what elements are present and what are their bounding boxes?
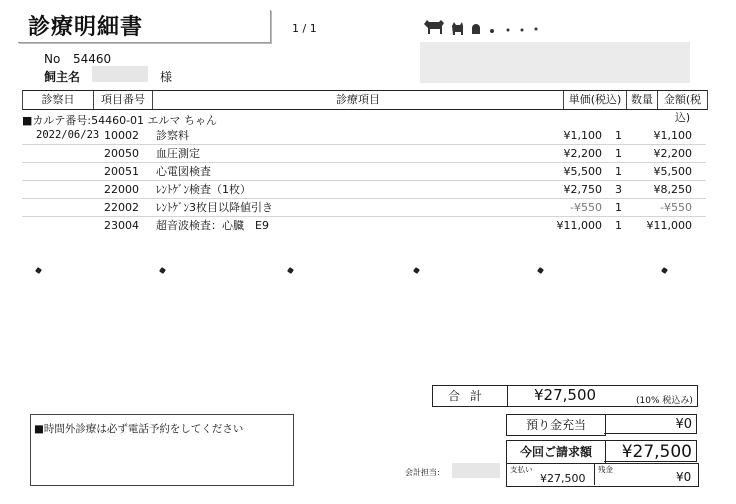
document-title: 診療明細書 (18, 10, 271, 43)
table-row (22, 217, 706, 234)
row-unit-price: ¥2,200 (563, 147, 602, 160)
request-amount: ¥27,500 (604, 440, 697, 462)
row-quantity: 1 (615, 129, 622, 142)
row-marker-dot (413, 267, 420, 274)
row-code: 20051 (104, 165, 139, 178)
change-label: 残金 (598, 465, 613, 474)
karte-number-line: ■カルテ番号:54460-01 エルマ ちゃん (22, 114, 218, 127)
row-marker-dot (537, 267, 544, 274)
row-quantity: 1 (615, 147, 622, 160)
total-label: 合計 (432, 385, 508, 407)
row-amount: ¥1,100 (653, 129, 692, 142)
row-unit-price: ¥2,750 (563, 183, 602, 196)
column-code: 項目番号 (94, 91, 153, 109)
record-number-label: No (44, 52, 61, 66)
column-unit-price: 単価(税込) (564, 91, 627, 109)
row-item: 診察料 (156, 129, 189, 142)
request-label: 今回ご請求額 (506, 440, 606, 464)
row-quantity: 1 (615, 201, 622, 214)
table-row (22, 181, 706, 199)
row-quantity: 1 (615, 165, 622, 178)
row-amount: ¥2,200 (653, 147, 692, 160)
row-marker-dot (35, 267, 42, 274)
small-animal-icon (472, 24, 480, 34)
notice-text: ■時間外診療は必ず電話予約をしてください (34, 423, 244, 435)
row-code: 22000 (104, 183, 139, 196)
row-date: 2022/06/23 (36, 129, 100, 141)
table-row (22, 145, 706, 163)
column-quantity: 数量 (627, 91, 658, 109)
row-code: 20050 (104, 147, 139, 160)
advance-label: 預り金充当 (506, 414, 606, 436)
owner-name-redacted (92, 66, 148, 82)
owner-name-label: 飼主名 (44, 70, 81, 84)
row-item: 血圧測定 (156, 147, 200, 160)
row-amount: ¥8,250 (653, 183, 692, 196)
row-unit-price: ¥5,500 (563, 165, 602, 178)
row-code: 10002 (104, 129, 139, 142)
row-quantity: 3 (615, 183, 622, 196)
paw-print-icon (490, 29, 494, 33)
record-number: 54460 (73, 52, 112, 66)
row-item: ﾚﾝﾄｹﾞﾝ3枚目以降値引き (156, 201, 273, 214)
staff-label: 会計担当: (405, 468, 440, 477)
row-item: 心電図検査 (156, 165, 211, 178)
advance-value: ¥0 (604, 414, 697, 434)
row-code: 22002 (104, 201, 139, 214)
table-row (22, 199, 706, 217)
dog-silhouette-icon (424, 20, 444, 34)
owner-honorific: 様 (160, 70, 173, 84)
row-amount: -¥550 (660, 201, 692, 214)
row-item: 超音波検査：心臓 E9 (156, 219, 269, 232)
page-number: 1 / 1 (292, 22, 317, 35)
table-row (22, 127, 706, 145)
row-amount: ¥11,000 (646, 219, 692, 232)
column-item: 診療項目 (153, 91, 564, 109)
change-amount: ¥0 (676, 470, 692, 484)
row-marker-dot (287, 267, 294, 274)
paid-amount: ¥27,500 (540, 472, 586, 485)
line-items (22, 127, 706, 234)
pet-silhouettes-logo (420, 16, 690, 40)
paid-label: 支払い (510, 465, 533, 474)
clinic-info-box (420, 42, 690, 83)
cat-silhouette-icon (452, 22, 463, 35)
column-amount: 金額(税込) (663, 93, 702, 124)
row-unit-price: ¥1,100 (563, 129, 602, 142)
row-marker-dot (159, 267, 166, 274)
row-quantity: 1 (615, 219, 622, 232)
row-code: 23004 (104, 219, 139, 232)
tax-note: (10% 税込み) (636, 396, 693, 406)
row-amount: ¥5,500 (653, 165, 692, 178)
row-item: ﾚﾝﾄｹﾞﾝ検査（1枚） (156, 183, 251, 196)
total-amount: ¥27,500 (534, 386, 597, 404)
payment-divider (594, 463, 595, 485)
staff-name-redacted (452, 463, 500, 478)
row-unit-price: -¥550 (570, 201, 602, 214)
row-marker-dot (661, 267, 668, 274)
table-row (22, 163, 706, 181)
column-date: 診察日 (23, 91, 94, 109)
row-unit-price: ¥11,000 (556, 219, 602, 232)
